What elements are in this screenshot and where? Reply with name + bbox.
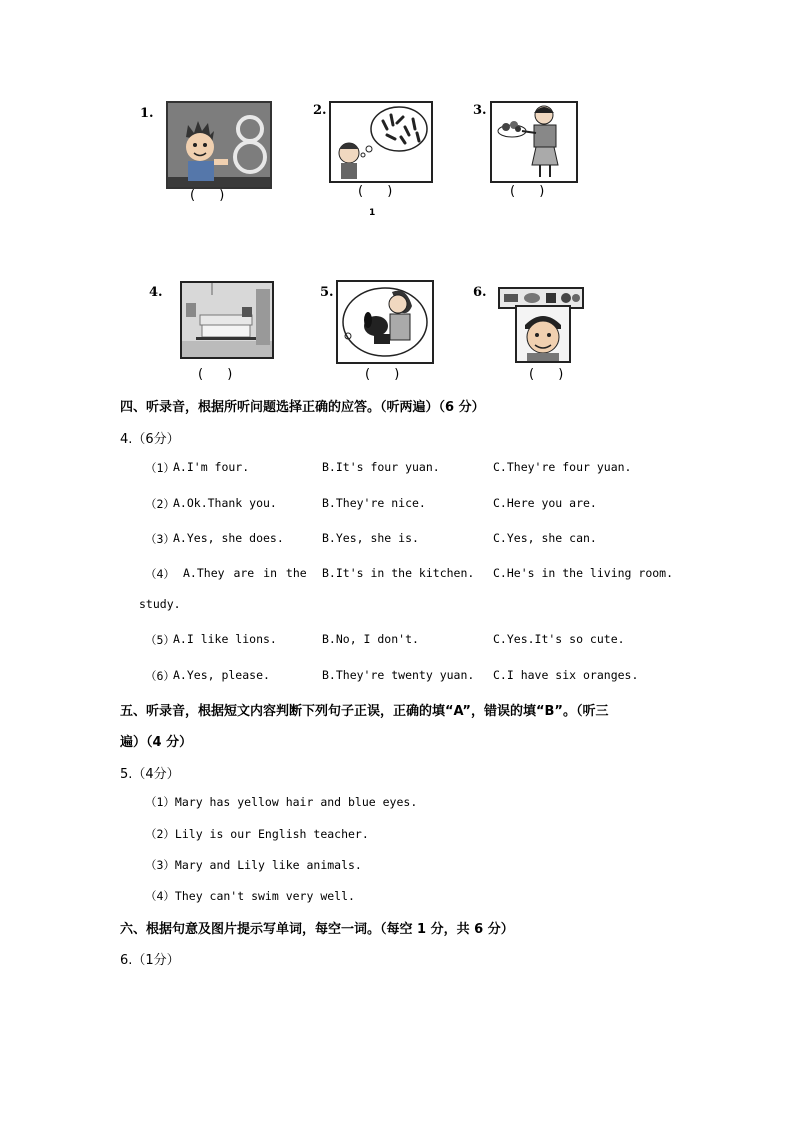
item-label: （2） bbox=[145, 497, 175, 511]
page-number: 1 bbox=[369, 208, 376, 218]
option-a: A.I like lions. bbox=[173, 632, 277, 646]
answer-paren-3: ( ) bbox=[510, 184, 555, 199]
living-room-picture bbox=[180, 281, 274, 359]
question5-number: 5.（4分） bbox=[120, 767, 180, 782]
answer-paren-5: ( ) bbox=[365, 367, 410, 382]
question6-number: 6.（1分） bbox=[120, 953, 180, 968]
boy-number-eight-picture bbox=[166, 101, 272, 189]
picture-number-3: 3. bbox=[473, 103, 487, 118]
option-c: C.Yes, she can. bbox=[493, 531, 597, 545]
answer-paren-2: ( ) bbox=[358, 184, 403, 199]
option-b: B.They're nice. bbox=[322, 496, 426, 510]
option-a: A.Ok.Thank you. bbox=[173, 496, 277, 510]
option-a: A.Yes, please. bbox=[173, 668, 270, 682]
question5-item-3: （3）Mary and Lily like animals. bbox=[145, 858, 362, 872]
option-c: C.They're four yuan. bbox=[493, 460, 632, 474]
question4-number: 4.（6分） bbox=[120, 432, 180, 447]
question5-item-4: （4）They can't swim very well. bbox=[145, 889, 355, 903]
option-c: C.Here you are. bbox=[493, 496, 597, 510]
picture-number-5: 5. bbox=[320, 285, 334, 300]
answer-paren-4: ( ) bbox=[198, 367, 243, 382]
picture-number-6: 6. bbox=[473, 285, 487, 300]
option-c: C.He's in the living room. bbox=[493, 566, 674, 580]
answer-paren-6: ( ) bbox=[529, 367, 574, 382]
item-label: （4） bbox=[145, 567, 175, 581]
boy-with-food-picture bbox=[515, 305, 571, 363]
item-label: （5） bbox=[145, 633, 175, 647]
option-c: C.I have six oranges. bbox=[493, 668, 639, 682]
question4-item-4-wrap: study. bbox=[139, 597, 181, 611]
picture-number-2: 2. bbox=[313, 103, 327, 118]
boy-thinking-picture bbox=[329, 101, 433, 183]
answer-paren-1: ( ) bbox=[190, 188, 235, 203]
question5-item-2: （2）Lily is our English teacher. bbox=[145, 827, 369, 841]
option-c: C.Yes.It's so cute. bbox=[493, 632, 625, 646]
item-label: （1） bbox=[145, 461, 175, 475]
option-b: B.They're twenty yuan. bbox=[322, 668, 475, 682]
picture-number-1: 1. bbox=[140, 106, 154, 121]
girl-fruit-picture bbox=[490, 101, 578, 183]
option-b: B.It's four yuan. bbox=[322, 460, 440, 474]
girl-with-dog-picture bbox=[336, 280, 434, 364]
option-b: B.Yes, she is. bbox=[322, 531, 419, 545]
option-a: A.Yes, she does. bbox=[173, 531, 284, 545]
item-label: （3） bbox=[145, 532, 175, 546]
section4-heading: 四、听录音，根据所听问题选择正确的应答。（听两遍）（6 分） bbox=[120, 400, 485, 415]
option-a: A.They are in the bbox=[183, 566, 307, 580]
option-a: A.I'm four. bbox=[173, 460, 250, 474]
option-b: B.It's in the kitchen. bbox=[322, 566, 475, 580]
section5-heading-line1: 五、听录音，根据短文内容判断下列句子正误，正确的填“A”，错误的填“B”。（听三 bbox=[120, 704, 609, 719]
item-label: （6） bbox=[145, 669, 175, 683]
section6-heading: 六、根据句意及图片提示写单词，每空一词。（每空 1 分，共 6 分） bbox=[120, 922, 514, 937]
section5-heading-line2: 遍）（4 分） bbox=[120, 735, 193, 750]
option-b: B.No, I don't. bbox=[322, 632, 419, 646]
question5-item-1: （1）Mary has yellow hair and blue eyes. bbox=[145, 795, 418, 809]
picture-number-4: 4. bbox=[149, 285, 163, 300]
